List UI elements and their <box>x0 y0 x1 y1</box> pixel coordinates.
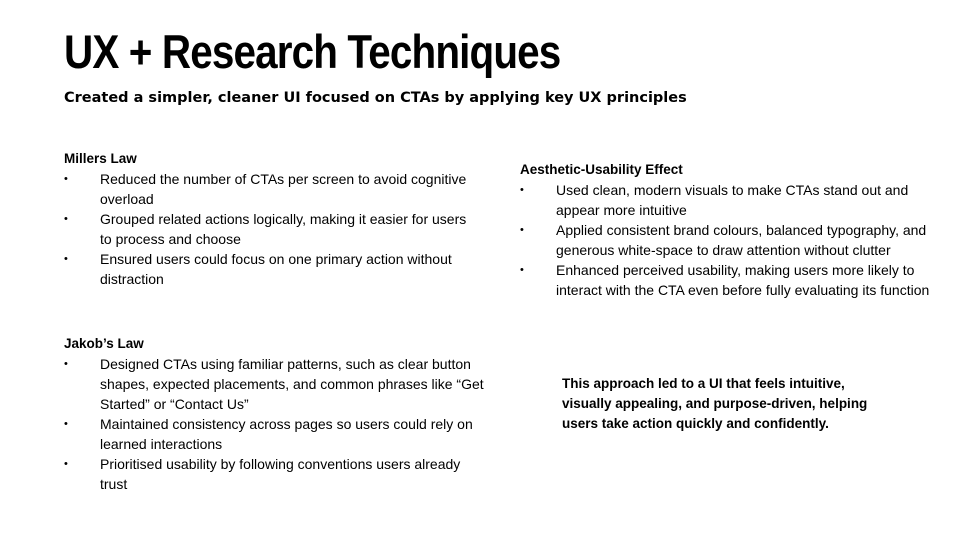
bullet-icon: • <box>64 458 68 470</box>
list-item <box>64 209 474 249</box>
aesthetic-usability-section <box>520 160 940 300</box>
list-item <box>64 169 474 209</box>
list-item-text: Grouped related actions logically, making it easier for users to process and choose <box>100 211 467 247</box>
conclusion-text: This approach led to a UI that feels intuitive, visually appealing, and purpose-driven, helping users take action quickly and confidently. <box>562 376 868 431</box>
slide-subtitle: Created a simpler, cleaner UI focused on CTAs by applying key UX principles <box>64 90 687 106</box>
slide-title: UX + Research Techniques <box>64 25 561 78</box>
list-item-text: Enhanced perceived usability, making users more likely to interact with the CTA even before fully evaluating its function <box>556 262 930 298</box>
millers-law-section <box>64 149 474 289</box>
list-item <box>520 260 940 300</box>
bullet-icon: • <box>64 213 68 225</box>
list-item-text: Applied consistent brand colours, balanced typography, and generous white-space to draw attention without clutter <box>556 222 927 258</box>
list-item-text: Reduced the number of CTAs per screen to avoid cognitive overload <box>100 171 467 207</box>
bullet-icon: • <box>64 173 68 185</box>
section-heading: Millers Law <box>64 151 137 166</box>
list-item-text: Maintained consistency across pages so users could rely on learned interactions <box>100 416 473 452</box>
list-item <box>64 414 489 454</box>
list-item-text: Used clean, modern visuals to make CTAs stand out and appear more intuitive <box>556 182 909 218</box>
section-heading: Aesthetic-Usability Effect <box>520 162 683 177</box>
list-item <box>520 220 940 260</box>
jakobs-law-section <box>64 334 489 494</box>
bullet-icon: • <box>520 264 524 276</box>
list-item <box>64 249 474 289</box>
list-item <box>64 454 489 494</box>
bullet-list <box>64 169 474 289</box>
list-item-text: Prioritised usability by following conventions users already trust <box>100 456 461 492</box>
bullet-icon: • <box>64 418 68 430</box>
list-item-text: Ensured users could focus on one primary action without distraction <box>100 251 452 287</box>
section-heading: Jakob’s Law <box>64 336 144 351</box>
bullet-icon: • <box>64 253 68 265</box>
bullet-icon: • <box>64 358 68 370</box>
bullet-list <box>64 354 489 494</box>
list-item-text: Designed CTAs using familiar patterns, such as clear button shapes, expected placements, and common phrases like “Get Started” or “Contact Us” <box>100 356 484 412</box>
list-item <box>520 180 940 220</box>
bullet-icon: • <box>520 224 524 236</box>
bullet-list <box>520 180 940 300</box>
bullet-icon: • <box>520 184 524 196</box>
list-item <box>64 354 489 414</box>
